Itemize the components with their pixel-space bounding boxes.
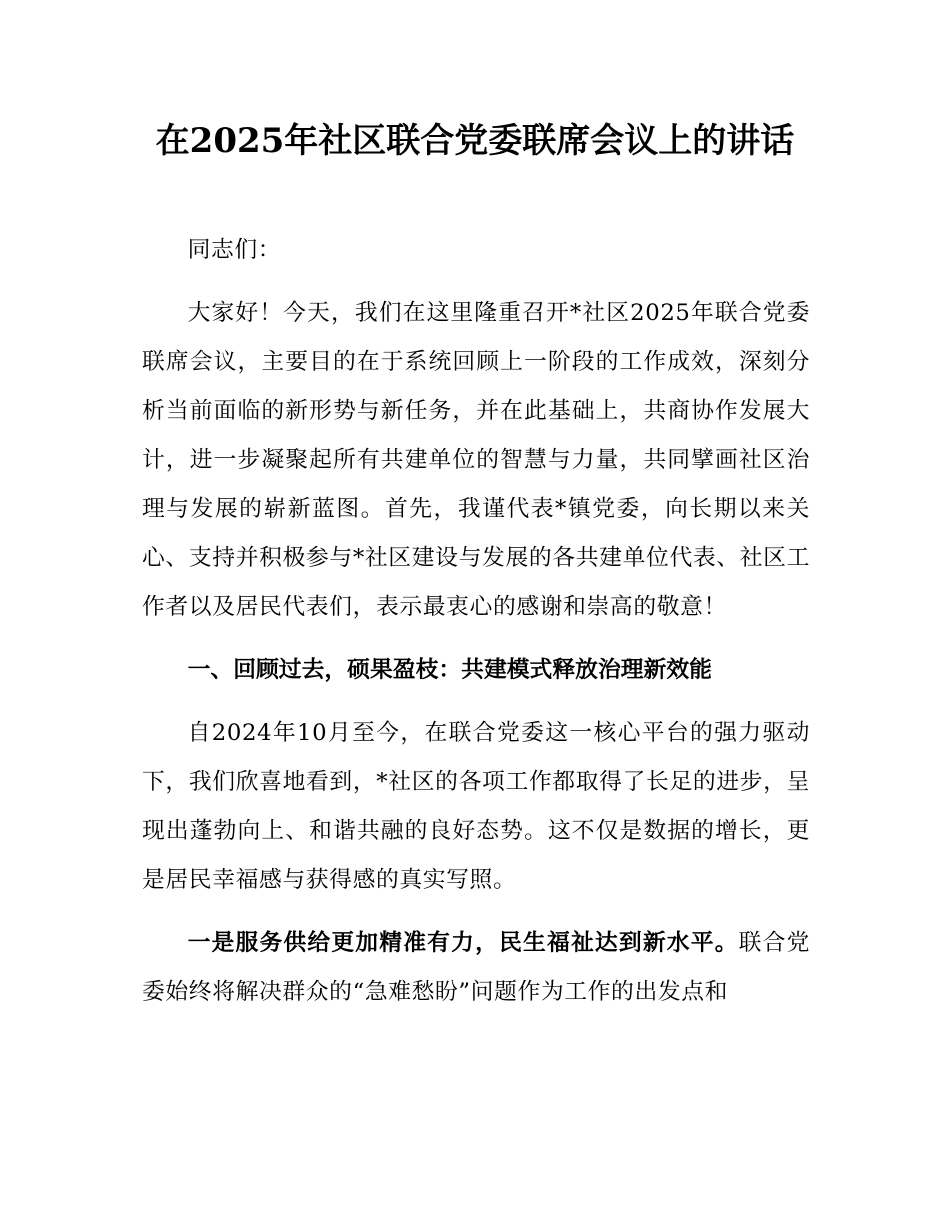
section-1-paragraph: 自2024年10月至今，在联合党委这一核心平台的强力驱动下，我们欣喜地看到，*社区的各项工作都取得了长足的进步，呈现出蓬勃向上、和谐共融的良好态势。这不仅是数据的增长，更是居民幸福感与获得感的真实写照。 bbox=[142, 720, 810, 893]
point-1-paragraph bbox=[142, 919, 810, 1017]
document-body bbox=[142, 226, 810, 1017]
point-1-text: 联合党委始终将解决群众的“急难愁盼”问题作为工作的出发点和 bbox=[142, 930, 810, 1005]
salutation: 同志们： bbox=[187, 237, 282, 263]
section-heading-1: 一、回顾过去，硕果盈枝：共建模式释放治理新效能 bbox=[187, 657, 712, 683]
intro-paragraph: 大家好！今天，我们在这里隆重召开*社区2025年联合党委联席会议，主要目的在于系统回顾上一阶段的工作成效，深刻分析当前面临的新形势与新任务，并在此基础上，共商协作发展大计，进一步凝聚起所有共建单位的智慧与力量，共同擘画社区治理与发展的崭新蓝图。首先，我谨代表*镇党委，向长期以来关心、支持并积极参与*社区建设与发展的各共建单位代表、社区工作者以及居民代表们，表示最衷心的感谢和崇高的敬意！ bbox=[142, 300, 810, 620]
point-1-lead: 一是服务供给更加精准有力，民生福祉达到新水平。 bbox=[187, 930, 739, 956]
document-title: 在2025年社区联合党委联席会议上的讲话 bbox=[155, 121, 795, 161]
